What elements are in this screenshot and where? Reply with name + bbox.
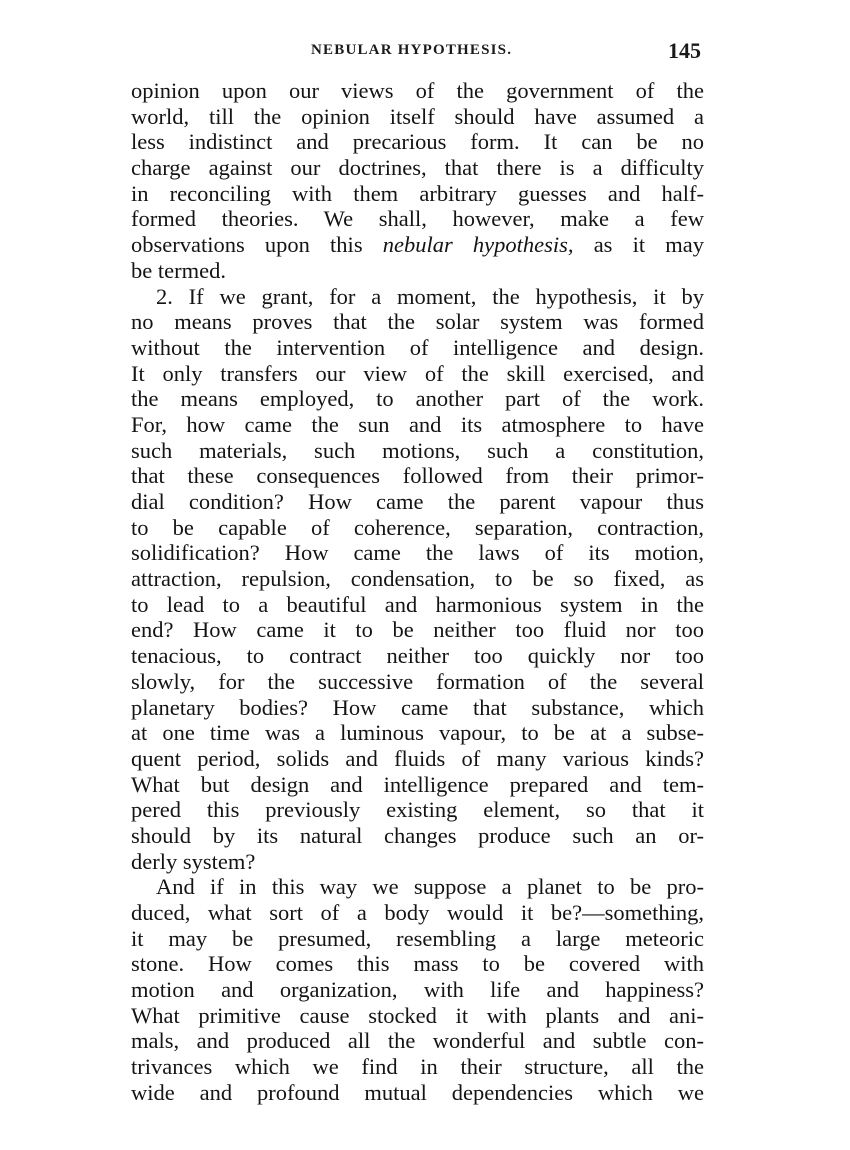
paragraph-start-line: And if in this way we suppose a planet to be pro- — [156, 874, 704, 900]
text-line: trivances which we find in their structure, all the — [131, 1054, 704, 1080]
text-line: charge against our doctrines, that there is a difficulty — [131, 155, 704, 181]
text-line: quent period, solids and fluids of many various kinds? — [131, 745, 704, 771]
text-line: planetary bodies? How came that substance, which — [131, 694, 704, 720]
text-line: no means proves that the solar system was formed — [131, 309, 704, 335]
text-line: to be capable of coherence, separation, contraction, — [131, 514, 704, 540]
text-line: What but design and intelligence prepared and tem- — [131, 771, 704, 797]
text-line: without the intervention of intelligence and design. — [131, 334, 704, 360]
text-line: pered this previously existing element, so that it — [131, 797, 704, 823]
page-number: 145 — [668, 38, 701, 63]
text-line: attraction, repulsion, condensation, to be so fixed, as — [131, 566, 704, 592]
text-line: world, till the opinion itself should have assumed a — [131, 103, 704, 129]
text-line: stone. How comes this mass to be covered with — [131, 951, 704, 977]
paragraph-end-line: derly system? — [131, 848, 256, 874]
text-line: should by its natural changes produce such an or- — [131, 822, 704, 848]
text-line: For, how came the sun and its atmosphere to have — [131, 411, 704, 437]
paragraph-end-line: be termed. — [131, 257, 226, 283]
text-line: wide and profound mutual dependencies which we — [131, 1079, 704, 1105]
text-line: slowly, for the successive formation of the several — [131, 668, 704, 694]
text-line: to lead to a beautiful and harmonious system in the — [131, 591, 704, 617]
body-text — [131, 78, 704, 1106]
text-line: it may be presumed, resembling a large meteoric — [131, 925, 704, 951]
text-line: that these consequences followed from their primor- — [131, 463, 704, 489]
text-line: end? How came it to be neither too fluid nor too — [131, 617, 704, 643]
text-line: dial condition? How came the parent vapour thus — [131, 489, 704, 514]
text-line: such materials, such motions, such a constitution, — [131, 437, 704, 463]
running-title: NEBULAR HYPOTHESIS. — [311, 42, 513, 58]
running-head — [131, 38, 701, 68]
text-line: solidification? How came the laws of its motion, — [131, 540, 704, 566]
text-line: in reconciling with them arbitrary guesses and half- — [131, 180, 704, 206]
italic-term: nebular hypothesis, — [382, 232, 574, 258]
text-line: less indistinct and precarious form. It can be no — [131, 129, 704, 155]
text-line: motion and organization, with life and happiness? — [131, 977, 704, 1003]
line-text-before-italic: observations upon this — [131, 232, 383, 258]
text-line: opinion upon our views of the government of the — [131, 78, 704, 103]
text-line: What primitive cause stocked it with plants and ani- — [131, 1002, 704, 1028]
text-line: It only transfers our view of the skill exercised, and — [131, 360, 704, 386]
text-line: tenacious, to contract neither too quickly nor too — [131, 643, 704, 669]
text-line: duced, what sort of a body would it be?—something, — [131, 900, 704, 925]
text-line: at one time was a luminous vapour, to be at a subse- — [131, 720, 704, 746]
text-line-with-italic — [131, 232, 704, 258]
text-line: formed theories. We shall, however, make a few — [131, 206, 704, 232]
line-text-after-italic: as it may — [573, 232, 705, 258]
text-line: the means employed, to another part of the work. — [131, 386, 704, 412]
text-line: mals, and produced all the wonderful and subtle con- — [131, 1028, 704, 1054]
paragraph-start-line: 2. If we grant, for a moment, the hypothesis, it by — [156, 283, 704, 309]
